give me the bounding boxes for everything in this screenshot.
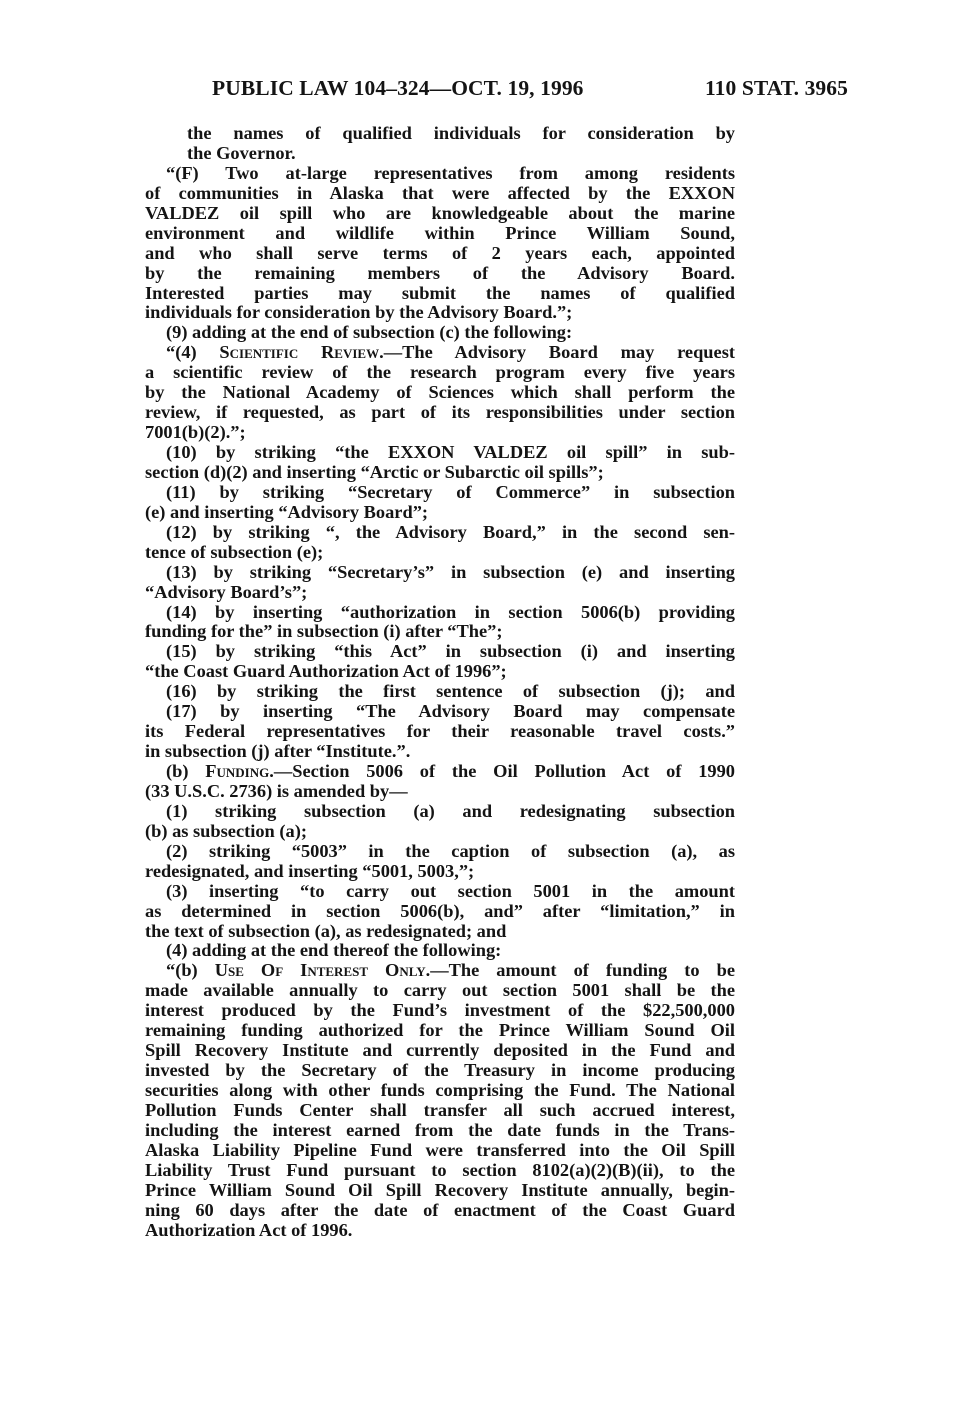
section-heading: Funding [205,761,270,781]
text-line: a scientific review of the research program every five years [145,362,735,383]
text-line: (14) by inserting “authorization in section 5006(b) providing [166,601,735,622]
text-line: (2) striking “5003” in the caption of subsection (a), as [166,840,735,861]
text-line: “the Coast Guard Authorization Act of 1996”; [145,661,507,682]
text-line: in subsection (j) after “Institute.”. [145,741,411,762]
text-line: its Federal representatives for their reasonable travel costs.” [145,721,735,742]
text-line: funding for the” in subsection (i) after “The”; [145,621,503,642]
text-line: including the interest earned from the date funds in the Trans- [145,1119,735,1140]
text-line: and who shall serve terms of 2 years each, appointed [145,242,735,263]
running-header [0,76,954,100]
text-line: (33 U.S.C. 2736) is amended by— [145,780,408,801]
text-line: remaining funding authorized for the Prince William Sound Oil [145,1020,735,1041]
text-line: Liability Trust Fund pursuant to section 8102(a)(2)(B)(ii), to the [145,1159,735,1180]
text-line: (12) by striking “, the Advisory Board,” in the second sen- [166,521,735,542]
text-line: environment and wildlife within Prince William Sound, [145,222,735,243]
text-line: Alaska Liability Pipeline Fund were transferred into the Oil Spill [145,1139,735,1160]
text-line: redesignated, and inserting “5001, 5003,”; [145,860,475,881]
text-line: the text of subsection (a), as redesignated; and [145,920,507,941]
text-line: by the remaining members of the Advisory Board. [145,262,735,283]
text-line: (3) inserting “to carry out section 5001 in the amount [166,880,735,901]
text-line: VALDEZ oil spill who are knowledgeable about the marine [145,202,735,223]
text-line: Interested parties may submit the names of qualified [145,282,735,303]
text-line: section (d)(2) and inserting “Arctic or Subarctic oil spills”; [145,461,604,482]
text-line: individuals for consideration by the Advisory Board.”; [145,302,573,323]
header-page-number: 110 STAT. 3965 [705,76,848,100]
text-line: (10) by striking “the EXXON VALDEZ oil spill” in sub- [166,442,735,462]
text-line: (e) and inserting “Advisory Board”; [145,501,429,522]
text-line: the names of qualified individuals for consideration by [187,123,735,143]
text-line: “Advisory Board’s”; [145,581,308,602]
text-line: of communities in Alaska that were affected by the EXXON [145,182,735,203]
text-line: the Governor. [187,142,296,163]
text-line: (9) adding at the end of subsection (c) the following: [166,322,573,343]
text-line: Authorization Act of 1996. [145,1219,353,1240]
text-line: (15) by striking “this Act” in subsection (i) and inserting [166,641,735,662]
section-heading: Scientific Review [219,342,380,363]
section-heading: Use Of Interest Only [214,960,426,981]
text-line: by the National Academy of Sciences which shall perform the [145,382,735,403]
text-line: invested by the Secretary of the Treasury in income producing [145,1060,735,1081]
header-citation: PUBLIC LAW 104–324—OCT. 19, 1996 [212,76,584,100]
text-line: (11) by striking “Secretary of Commerce” in subsection [166,481,735,502]
text-line: “(F) Two at-large representatives from among residents [166,162,735,183]
text-line: (b) as subsection (a); [145,820,307,841]
text-line: interest produced by the Fund’s investment of the $22,500,000 [145,1000,735,1021]
text-line: (13) by striking “Secretary’s” in subsection (e) and inserting [166,561,735,582]
text-line: (17) by inserting “The Advisory Board may compensate [166,701,735,722]
text-line: Pollution Funds Center shall transfer all such accrued interest, [145,1099,735,1120]
body-text [145,124,735,1241]
text-line: Spill Recovery Institute and currently deposited in the Fund and [145,1040,735,1061]
text-line: made available annually to carry out section 5001 shall be the [145,980,735,1001]
text-line: (16) by striking the first sentence of subsection (j); and [166,681,735,702]
text-line: securities along with other funds comprising the Fund. The National [145,1080,735,1100]
text-line: tence of subsection (e); [145,541,324,562]
text-line: Prince William Sound Oil Spill Recovery Institute annually, begin- [145,1179,735,1200]
text-line: 7001(b)(2).”; [145,422,246,443]
text-line: (1) striking subsection (a) and redesignating subsection [166,800,735,821]
text-line: (4) adding at the end thereof the following: [166,940,502,961]
text-line: as determined in section 5006(b), and” after “limitation,” in [145,900,735,921]
text-line: ning 60 days after the date of enactment of the Coast Guard [145,1199,735,1220]
text-line: “(4) Scientific Review.—The Advisory Board may request [166,342,735,363]
text-line: (b) Funding.—Section 5006 of the Oil Pollution Act of 1990 [166,761,735,781]
text-line: review, if requested, as part of its responsibilities under section [145,402,735,423]
text-line: “(b) Use Of Interest Only.—The amount of funding to be [166,960,735,981]
